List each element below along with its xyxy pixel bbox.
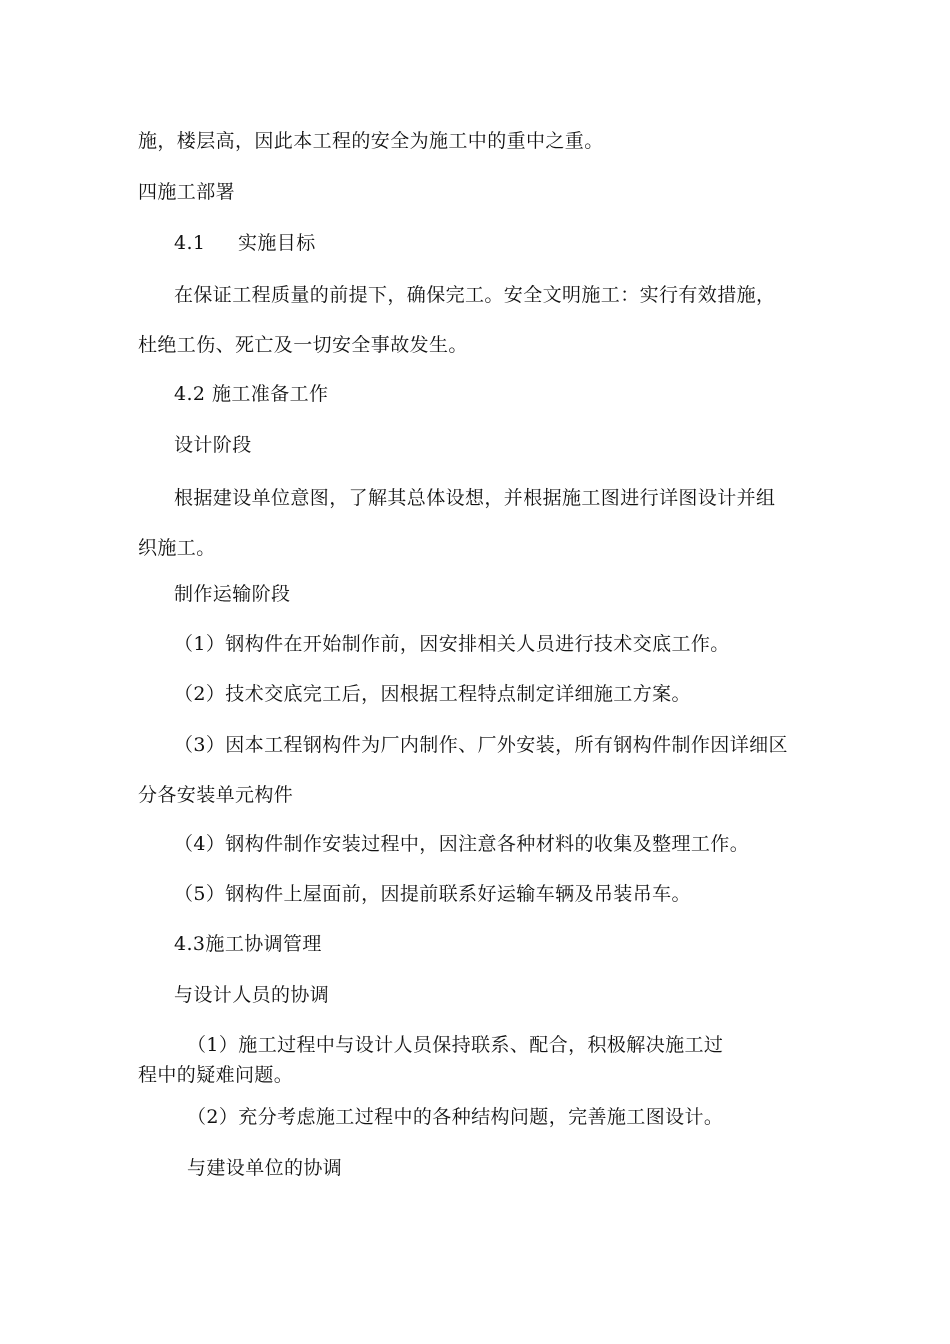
paragraph-heading: 与建设单位的协调 (187, 1157, 343, 1179)
paragraph-line: 分各安装单元构件 (138, 784, 294, 806)
list-item: （2）技术交底完工后，因根据工程特点制定详细施工方案。 (174, 683, 691, 705)
section-heading: 四施工部署 (138, 181, 236, 203)
list-item: （1）施工过程中与设计人员保持联系、配合，积极解决施工过 (187, 1034, 724, 1056)
paragraph-heading: 设计阶段 (174, 434, 252, 456)
section-number: 4.2 (174, 383, 206, 405)
paragraph-line: 根据建设单位意图，了解其总体设想，并根据施工图进行详图设计并组 (174, 487, 776, 509)
list-item: （1）钢构件在开始制作前，因安排相关人员进行技术交底工作。 (174, 633, 730, 655)
section-number: 4.1 (174, 232, 206, 254)
list-item: （2）充分考虑施工过程中的各种结构问题，完善施工图设计。 (187, 1106, 724, 1128)
list-item: （5）钢构件上屋面前，因提前联系好运输车辆及吊装吊车。 (174, 883, 691, 905)
paragraph-line: 施，楼层高，因此本工程的安全为施工中的重中之重。 (138, 130, 604, 152)
section-title: 实施目标 (238, 232, 316, 254)
paragraph-line: 杜绝工伤、死亡及一切安全事故发生。 (138, 334, 468, 356)
paragraph-heading: 制作运输阶段 (174, 583, 291, 605)
list-item: （4）钢构件制作安装过程中，因注意各种材料的收集及整理工作。 (174, 833, 750, 855)
paragraph-line: 程中的疑难问题。 (138, 1064, 294, 1086)
paragraph-line: 在保证工程质量的前提下，确保完工。安全文明施工：实行有效措施， (174, 284, 776, 306)
section-title: 施工准备工作 (212, 383, 329, 405)
paragraph-heading: 与设计人员的协调 (174, 984, 330, 1006)
subsection-heading (174, 382, 328, 406)
paragraph-line: 织施工。 (138, 537, 216, 559)
list-item: （3）因本工程钢构件为厂内制作、厂外安装，所有钢构件制作因详细区 (174, 734, 788, 756)
subsection-heading (174, 231, 316, 255)
subsection-heading: 4.3施工协调管理 (174, 933, 322, 955)
